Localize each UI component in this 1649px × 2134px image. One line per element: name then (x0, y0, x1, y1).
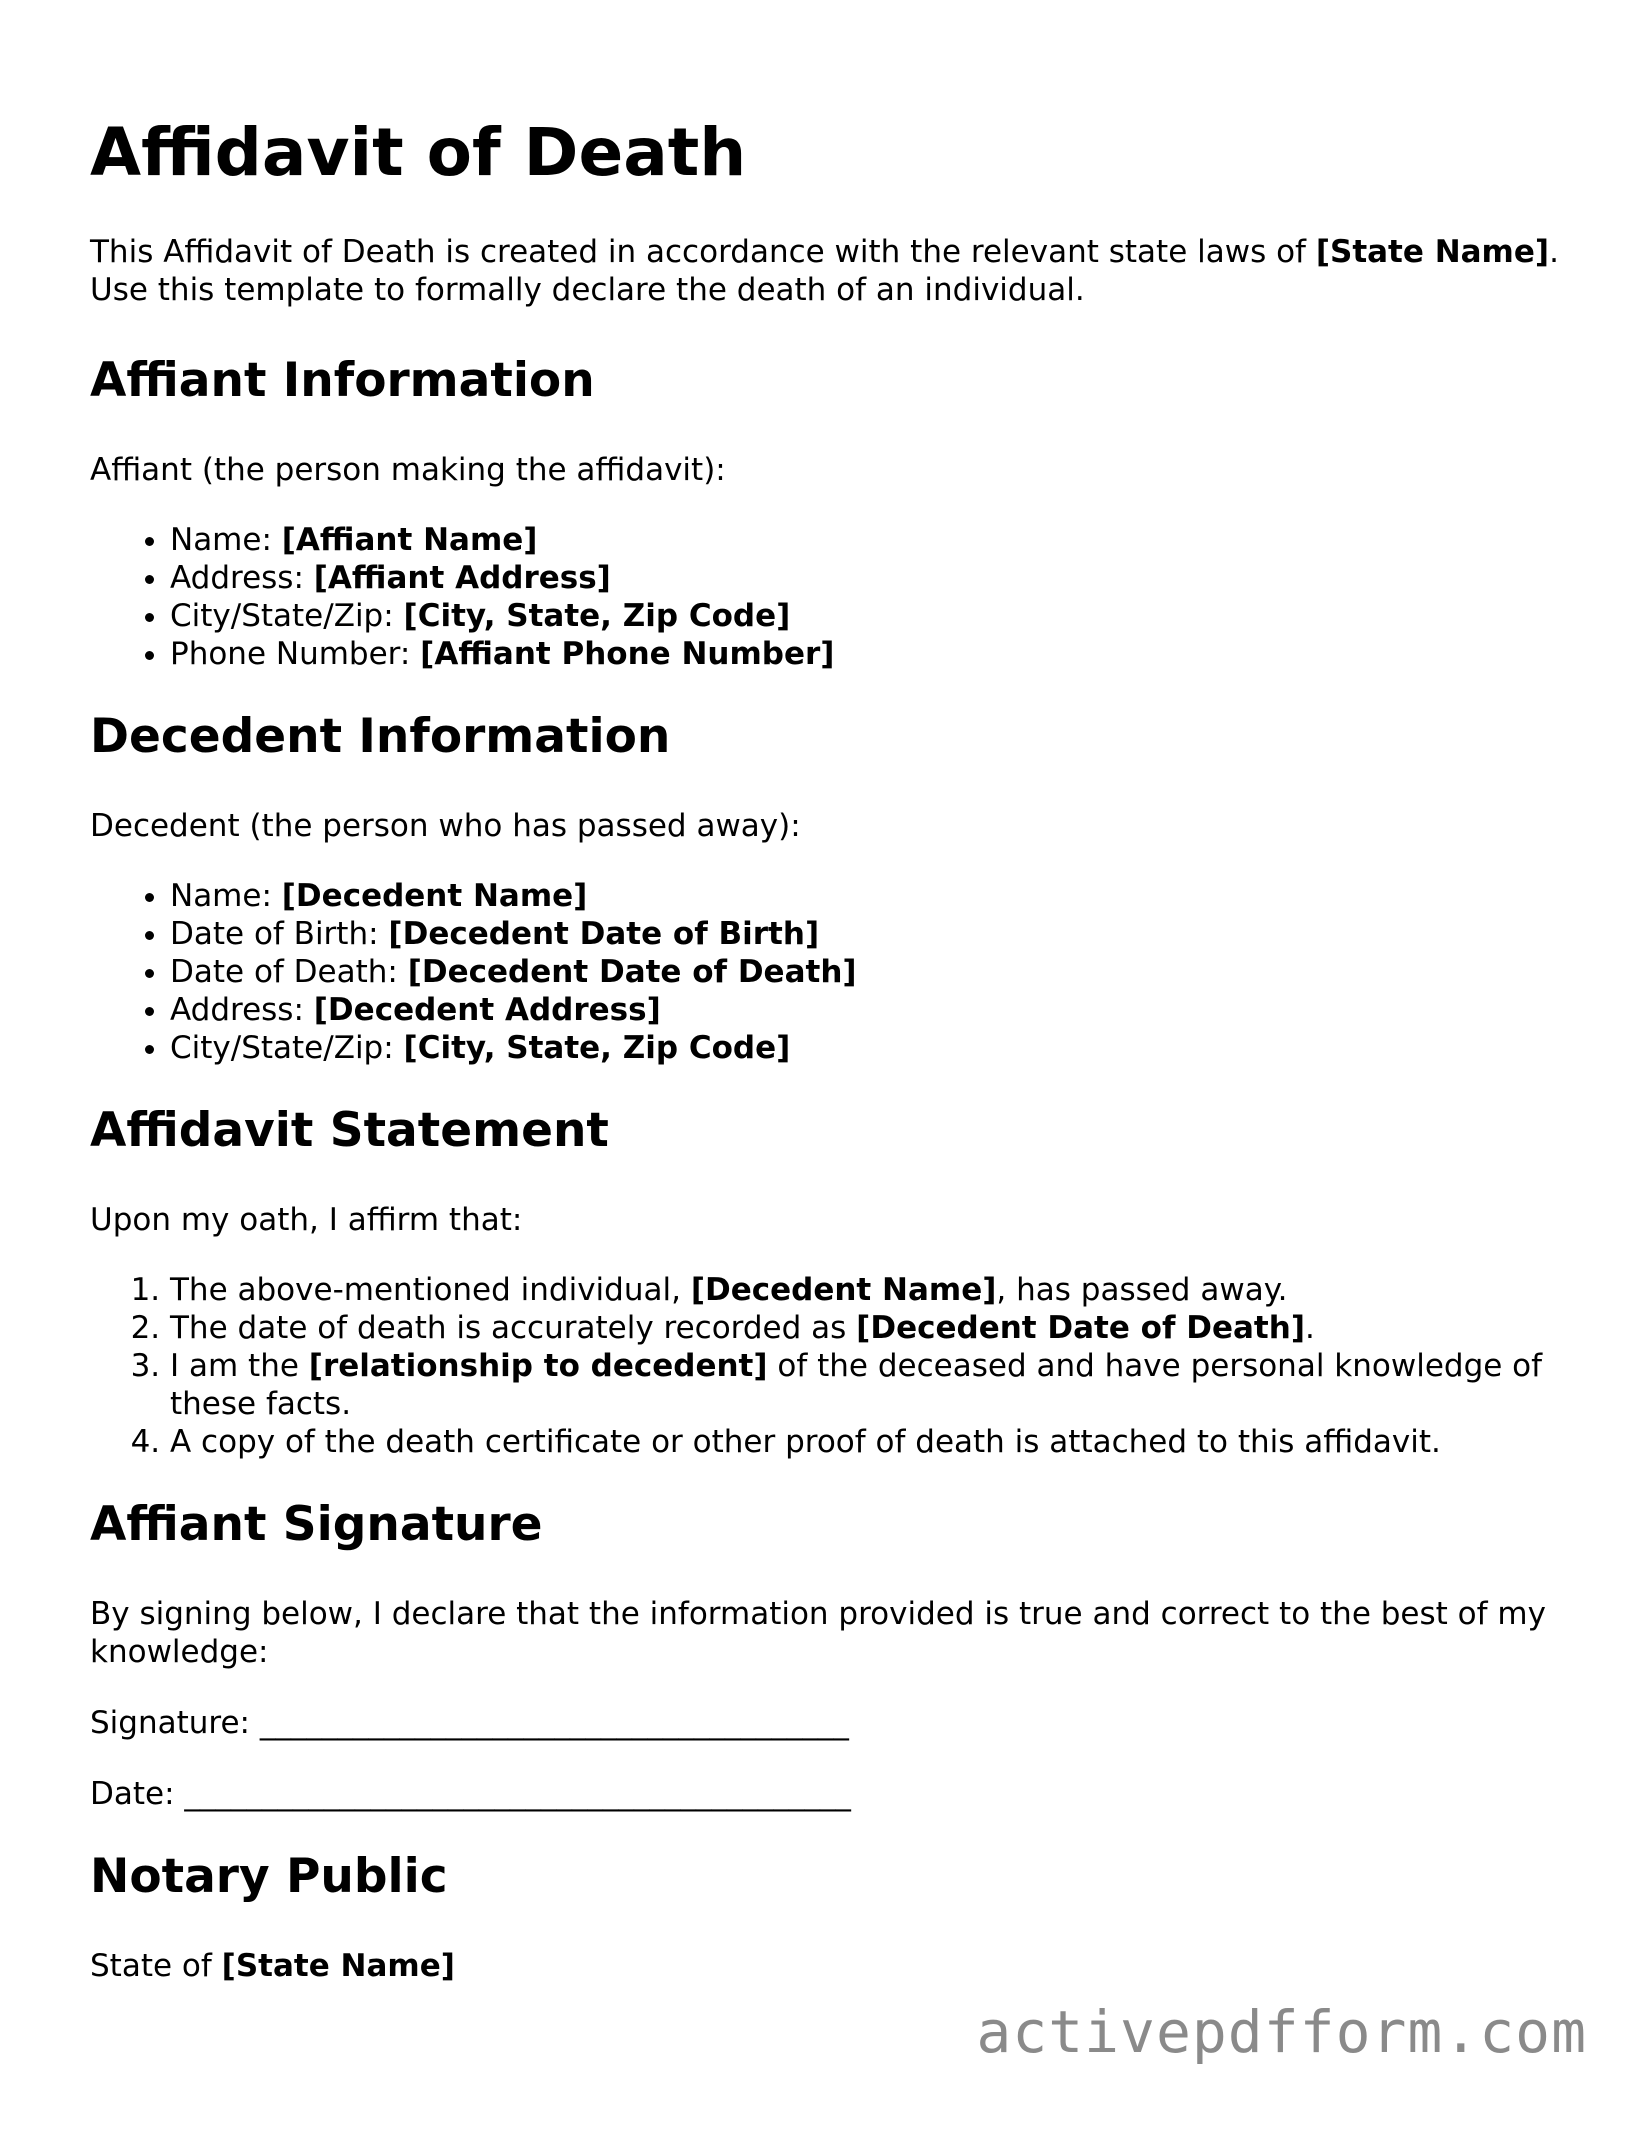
field-label: Address: (170, 992, 314, 1028)
affiant-lead: Affiant (the person making the affidavit): (90, 452, 726, 488)
field-placeholder: [Decedent Date of Death] (407, 954, 857, 990)
intro-paragraph (90, 233, 1560, 309)
field-label: Phone Number: (170, 636, 421, 672)
document-page (90, 0, 1560, 1985)
field-placeholder: [Decedent Name] (281, 878, 588, 914)
signature-field[interactable]: Signature: ______________________________________ (90, 1705, 849, 1741)
field-placeholder: [Decedent Date of Birth] (388, 916, 820, 952)
intro-text-before: This Affidavit of Death is created in accordance with the relevant state laws of (90, 234, 1316, 270)
notary-heading: Notary Public (90, 1849, 448, 1904)
statement-text: I am the (170, 1348, 309, 1384)
statement-lead: Upon my oath, I affirm that: (90, 1202, 523, 1238)
decedent-list (90, 877, 1560, 1067)
field-label: Address: (170, 560, 314, 596)
statement-text: . (1305, 1310, 1315, 1346)
notary-state-label: State of (90, 1948, 222, 1984)
statement-placeholder: [relationship to decedent] (308, 1348, 768, 1384)
date-field[interactable]: Date: ___________________________________________ (90, 1776, 851, 1812)
decedent-heading: Decedent Information (90, 709, 671, 764)
decedent-item-dod (170, 953, 1560, 991)
decedent-item-name (170, 877, 1560, 915)
field-placeholder: [Affiant Name] (281, 522, 538, 558)
statement-text: of the deceased and have personal knowledge of these facts. (170, 1348, 1543, 1422)
field-label: Date of Death: (170, 954, 408, 990)
intro-text-after: . Use this template to formally declare the death of an individual. (90, 234, 1559, 308)
statement-placeholder: [Decedent Date of Death] (856, 1310, 1305, 1346)
document-title: Affidavit of Death (90, 114, 747, 191)
intro-state-placeholder: [State Name] (1315, 234, 1550, 270)
affiant-item-phone (170, 635, 1560, 673)
statement-item (170, 1271, 1560, 1309)
statement-item (170, 1309, 1560, 1347)
statement-item (170, 1347, 1560, 1423)
statement-text: The above-mentioned individual, (170, 1272, 691, 1308)
field-placeholder: [City, State, Zip Code] (403, 598, 791, 634)
field-label: Date of Birth: (170, 916, 389, 952)
affiant-item-city-state-zip (170, 597, 1560, 635)
affiant-heading: Affiant Information (90, 353, 595, 408)
field-label: City/State/Zip: (170, 598, 404, 634)
decedent-item-dob (170, 915, 1560, 953)
field-placeholder: [Affiant Phone Number] (420, 636, 835, 672)
statement-list (90, 1271, 1560, 1461)
field-placeholder: [Decedent Address] (313, 992, 661, 1028)
field-label: Name: (170, 878, 282, 914)
statement-placeholder: [Decedent Name] (690, 1272, 997, 1308)
statement-heading: Affidavit Statement (90, 1103, 609, 1158)
decedent-item-address (170, 991, 1560, 1029)
decedent-lead: Decedent (the person who has passed away): (90, 808, 801, 844)
notary-state-placeholder: [State Name] (221, 1948, 455, 1984)
decedent-item-city-state-zip (170, 1029, 1560, 1067)
field-label: City/State/Zip: (170, 1030, 404, 1066)
affiant-list (90, 521, 1560, 673)
statement-text: , has passed away. (996, 1272, 1288, 1308)
affiant-item-name (170, 521, 1560, 559)
statement-item (170, 1423, 1560, 1461)
field-placeholder: [Affiant Address] (313, 560, 611, 596)
signature-heading: Affiant Signature (90, 1497, 543, 1552)
notary-state-line (90, 1947, 1560, 1985)
field-label: Name: (170, 522, 282, 558)
statement-text: The date of death is accurately recorded as (170, 1310, 857, 1346)
signature-declaration: By signing below, I declare that the information provided is true and correct to the best of my knowledge: (90, 1596, 1546, 1670)
watermark-text: activepdfform.com (976, 1998, 1587, 2066)
affiant-item-address (170, 559, 1560, 597)
statement-text: A copy of the death certificate or other proof of death is attached to this affidavit. (170, 1424, 1441, 1460)
field-placeholder: [City, State, Zip Code] (403, 1030, 791, 1066)
